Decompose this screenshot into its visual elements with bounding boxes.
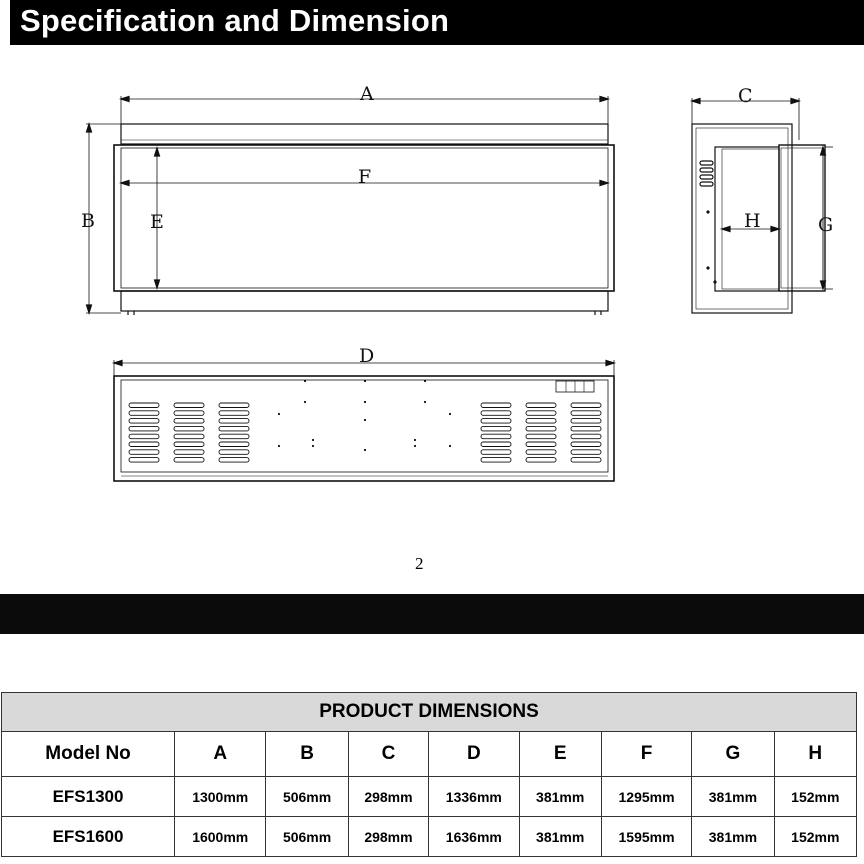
dim-label-c: C: [738, 85, 753, 107]
screw-dot: [449, 413, 451, 415]
vent-slot: [571, 442, 601, 447]
dim-label-g: G: [818, 214, 834, 236]
vent-slot: [174, 450, 204, 455]
vent-slot: [219, 403, 249, 408]
vent-slot: [174, 442, 204, 447]
vent-slot: [219, 458, 249, 463]
column-header-a: A: [175, 732, 266, 777]
vent-slot: [174, 458, 204, 463]
cell-g: 381mm: [692, 817, 774, 857]
column-header-model: Model No: [2, 732, 175, 777]
cell-h: 152mm: [774, 777, 856, 817]
top-view: [114, 360, 614, 481]
front-view: [86, 96, 614, 315]
screw-dot: [364, 380, 366, 382]
side-view: [692, 98, 833, 313]
vent-slot: [129, 450, 159, 455]
vent-slot: [526, 403, 556, 408]
vent-slot: [571, 450, 601, 455]
vent-slot: [481, 458, 511, 463]
vent-slot: [526, 458, 556, 463]
vent-slot: [129, 411, 159, 416]
screw-dot: [424, 401, 426, 403]
vent-slot: [174, 419, 204, 424]
vent-slot: [481, 434, 511, 439]
cell-g: 381mm: [692, 777, 774, 817]
screw-dot: [449, 445, 451, 447]
vent-slot: [571, 419, 601, 424]
vent-slot: [481, 426, 511, 431]
vent-slot: [129, 403, 159, 408]
column-header-c: C: [348, 732, 428, 777]
vent-slot: [481, 403, 511, 408]
screw-dot: [364, 419, 366, 421]
vent-slot: [219, 426, 249, 431]
column-header-g: G: [692, 732, 774, 777]
screw-dot: [364, 449, 366, 451]
table-header-row: [2, 732, 857, 777]
dim-label-a: A: [360, 83, 374, 105]
column-header-e: E: [519, 732, 601, 777]
screw-dot: [278, 413, 280, 415]
cell-a: 1300mm: [175, 777, 266, 817]
screw-dot: [304, 380, 306, 382]
vent-slot: [481, 450, 511, 455]
page-title: Specification and Dimension: [20, 3, 450, 38]
cell-a: 1600mm: [175, 817, 266, 857]
vent-slot: [481, 442, 511, 447]
vent-slot: [481, 411, 511, 416]
product-dimensions-table: [1, 692, 857, 857]
vent-slot: [129, 434, 159, 439]
vent-slot: [526, 419, 556, 424]
vent-slot: [219, 419, 249, 424]
vent-slot: [129, 458, 159, 463]
cell-e: 381mm: [519, 817, 601, 857]
column-header-f: F: [601, 732, 691, 777]
dim-label-b: B: [81, 210, 95, 232]
vent-slot: [526, 442, 556, 447]
dim-label-f: F: [358, 166, 372, 188]
page-number: 2: [415, 554, 424, 573]
screw-dot: [312, 445, 314, 447]
vent-slot: [174, 434, 204, 439]
cell-f: 1295mm: [601, 777, 691, 817]
vent-slot: [481, 419, 511, 424]
cell-e: 381mm: [519, 777, 601, 817]
dim-label-h: H: [744, 210, 761, 232]
vent-slot: [219, 442, 249, 447]
screw-dot: [304, 401, 306, 403]
dim-label-e: E: [150, 211, 164, 233]
dim-label-d: D: [359, 345, 375, 367]
cell-d: 1336mm: [429, 777, 519, 817]
screw-dot: [312, 439, 314, 441]
screw-dot: [414, 439, 416, 441]
table-title: PRODUCT DIMENSIONS: [2, 693, 857, 732]
vent-slot: [526, 450, 556, 455]
vent-slot: [219, 434, 249, 439]
cell-b: 506mm: [266, 777, 348, 817]
divider-bar: [0, 594, 864, 634]
vent-slot: [571, 403, 601, 408]
cell-d: 1636mm: [429, 817, 519, 857]
vent-slot: [526, 411, 556, 416]
cell-b: 506mm: [266, 817, 348, 857]
table-row: [2, 817, 857, 857]
cell-f: 1595mm: [601, 817, 691, 857]
cell-h: 152mm: [774, 817, 856, 857]
vent-slot: [219, 411, 249, 416]
vent-slot: [526, 426, 556, 431]
table-row: [2, 777, 857, 817]
vent-slot: [219, 450, 249, 455]
vent-slot: [571, 426, 601, 431]
column-header-h: H: [774, 732, 856, 777]
vent-slot: [571, 458, 601, 463]
screw-dot: [364, 401, 366, 403]
vent-slot: [174, 403, 204, 408]
vent-slot: [571, 411, 601, 416]
column-header-d: D: [429, 732, 519, 777]
screw-dot: [414, 445, 416, 447]
vent-slot: [571, 434, 601, 439]
cell-c: 298mm: [348, 817, 428, 857]
vent-slot: [526, 434, 556, 439]
vent-slot: [129, 419, 159, 424]
cell-model: EFS1600: [2, 817, 175, 857]
vent-slot: [174, 411, 204, 416]
screw-dot: [278, 445, 280, 447]
vent-slot: [129, 426, 159, 431]
vent-slot: [174, 426, 204, 431]
cell-model: EFS1300: [2, 777, 175, 817]
cell-c: 298mm: [348, 777, 428, 817]
screw-dot: [424, 380, 426, 382]
vent-slot: [129, 442, 159, 447]
column-header-b: B: [266, 732, 348, 777]
